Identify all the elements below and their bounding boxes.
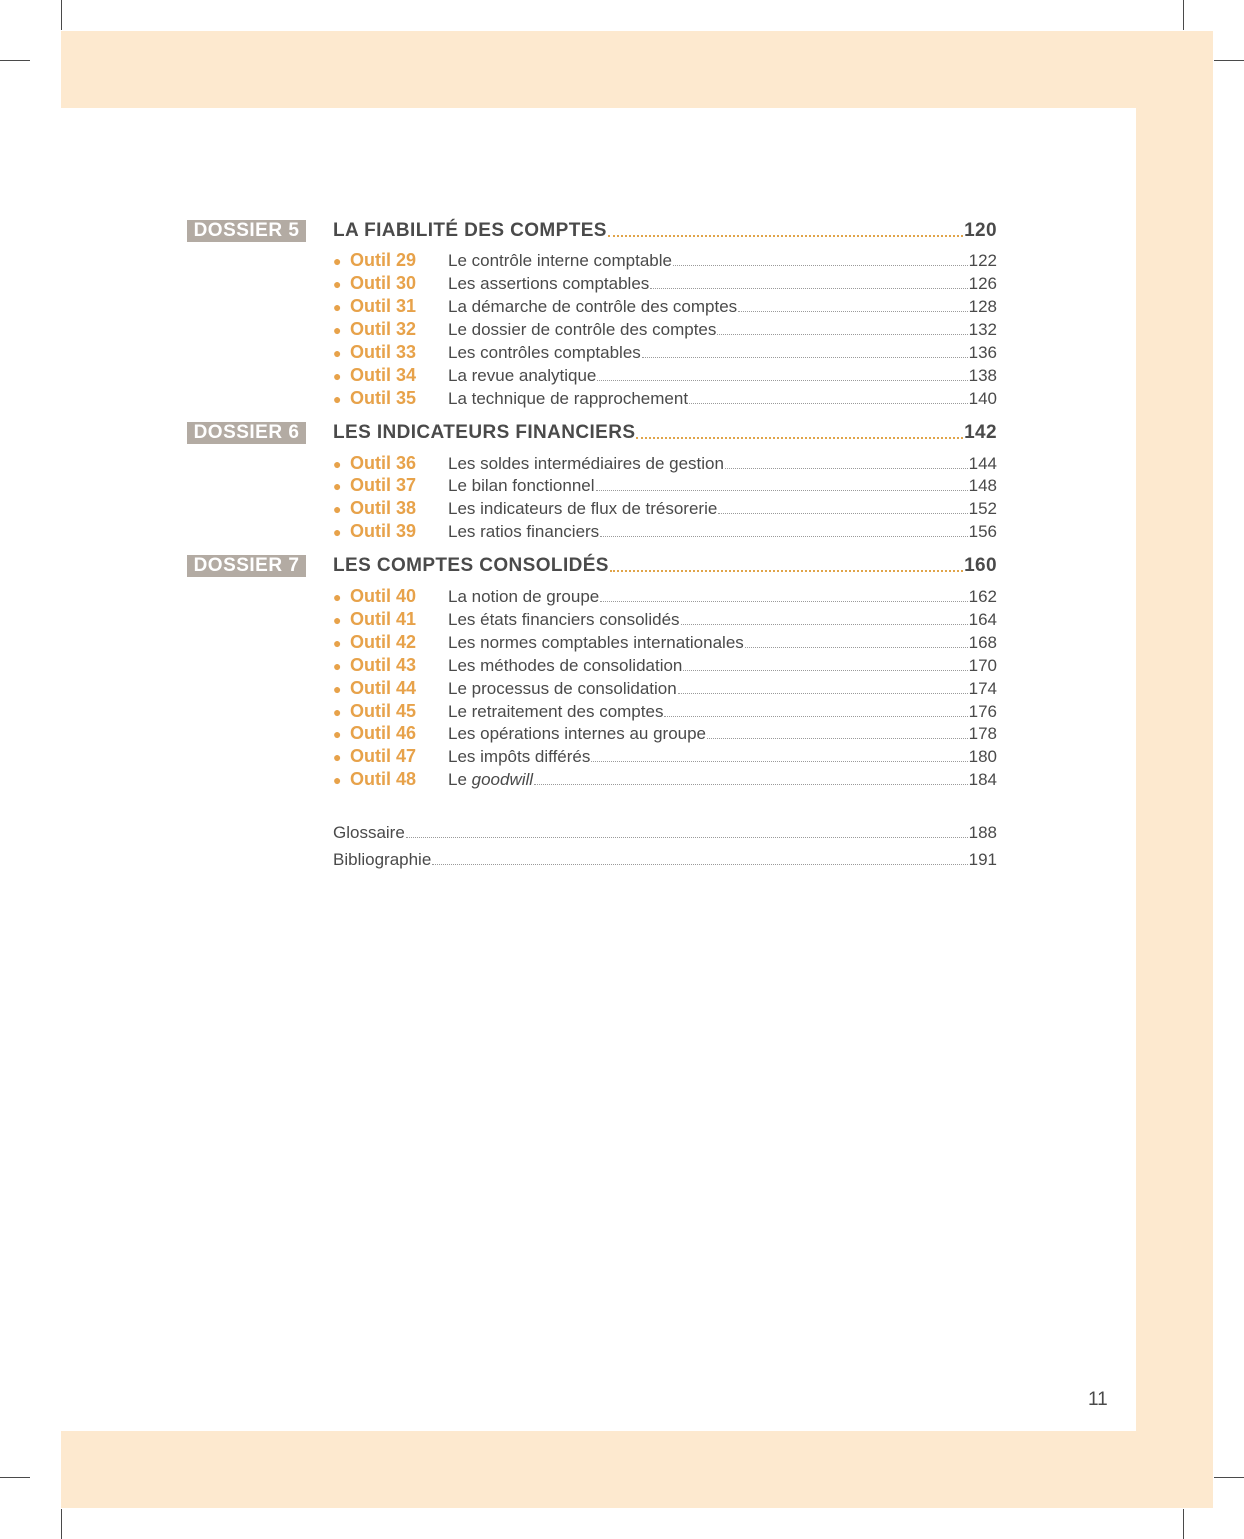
outil-code: Outil 32 bbox=[350, 319, 417, 339]
dot-leader bbox=[745, 647, 968, 648]
crop-mark bbox=[1183, 1509, 1184, 1539]
outil-code: Outil 47 bbox=[350, 746, 417, 766]
page-ref: 156 bbox=[968, 522, 997, 541]
page-ref: 170 bbox=[968, 656, 997, 675]
dot-leader bbox=[718, 513, 967, 514]
dot-leader bbox=[681, 624, 968, 625]
toc-entry[interactable] bbox=[333, 248, 997, 271]
bullet-icon: ● bbox=[333, 749, 342, 765]
bullet-icon: ● bbox=[333, 299, 342, 315]
page-ref: 126 bbox=[968, 274, 997, 293]
dossier-title: LES INDICATEURS FINANCIERS bbox=[333, 422, 636, 443]
entry-title: Les états financiers consolidés bbox=[448, 610, 680, 629]
entry-title: Le bilan fonctionnel bbox=[448, 476, 595, 495]
dot-leader bbox=[642, 357, 968, 358]
toc-entry[interactable] bbox=[333, 271, 997, 294]
crop-mark bbox=[61, 0, 62, 30]
dot-leader bbox=[689, 403, 968, 404]
outil-code: Outil 46 bbox=[350, 723, 417, 743]
outil-code: Outil 38 bbox=[350, 498, 417, 518]
page-frame-right bbox=[1136, 31, 1213, 1508]
page-ref: 164 bbox=[968, 610, 997, 629]
toc-entry[interactable] bbox=[333, 519, 997, 542]
entry-title: Le dossier de contrôle des comptes bbox=[448, 320, 717, 339]
bullet-icon: ● bbox=[333, 391, 342, 407]
page-ref: 142 bbox=[964, 422, 997, 443]
dossier-title: LES COMPTES CONSOLIDÉS bbox=[333, 555, 609, 576]
dot-leader bbox=[608, 235, 963, 237]
entry-title: La démarche de contrôle des comptes bbox=[448, 297, 738, 316]
toc-entry[interactable] bbox=[333, 294, 997, 317]
bullet-icon: ● bbox=[333, 368, 342, 384]
toc-entry[interactable] bbox=[333, 473, 997, 496]
crop-mark bbox=[1214, 60, 1244, 61]
entry-title: La technique de rapprochement bbox=[448, 389, 689, 408]
entry-title: Les opérations internes au groupe bbox=[448, 724, 707, 743]
page-ref: 132 bbox=[968, 320, 997, 339]
page-ref: 144 bbox=[968, 454, 997, 473]
bullet-icon: ● bbox=[333, 612, 342, 628]
dossier-heading[interactable] bbox=[333, 421, 997, 444]
dossier-tag: DOSSIER 5 bbox=[187, 220, 306, 242]
toc-entry[interactable] bbox=[333, 317, 997, 340]
dot-leader bbox=[707, 738, 968, 739]
outil-code: Outil 34 bbox=[350, 365, 417, 385]
dot-leader bbox=[610, 570, 963, 572]
bullet-icon: ● bbox=[333, 726, 342, 742]
bullet-icon: ● bbox=[333, 635, 342, 651]
bullet-icon: ● bbox=[333, 658, 342, 674]
bullet-icon: ● bbox=[333, 456, 342, 472]
dot-leader bbox=[600, 536, 967, 537]
entry-title: Les assertions comptables bbox=[448, 274, 650, 293]
dot-leader bbox=[597, 380, 967, 381]
page-ref: 148 bbox=[968, 476, 997, 495]
toc-entry[interactable] bbox=[333, 676, 997, 699]
entry-title: Les indicateurs de flux de trésorerie bbox=[448, 499, 718, 518]
entry-title: Le processus de consolidation bbox=[448, 679, 677, 698]
outil-code: Outil 40 bbox=[350, 586, 417, 606]
entry-title-italic: goodwill bbox=[471, 770, 534, 789]
outil-code: Outil 33 bbox=[350, 342, 417, 362]
dot-leader bbox=[596, 490, 968, 491]
page-ref: 128 bbox=[968, 297, 997, 316]
entry-title: Les normes comptables internationales bbox=[448, 633, 744, 652]
bullet-icon: ● bbox=[333, 772, 342, 788]
bullet-icon: ● bbox=[333, 478, 342, 494]
outil-code: Outil 45 bbox=[350, 701, 417, 721]
page-ref: 162 bbox=[968, 587, 997, 606]
page-ref: 140 bbox=[968, 389, 997, 408]
crop-mark bbox=[1214, 1477, 1244, 1478]
page-ref: 191 bbox=[968, 850, 997, 869]
outil-code: Outil 35 bbox=[350, 388, 417, 408]
dot-leader bbox=[534, 784, 968, 785]
entry-title: Les ratios financiers bbox=[448, 522, 600, 541]
bullet-icon: ● bbox=[333, 276, 342, 292]
toc-entry[interactable] bbox=[333, 584, 997, 607]
dot-leader bbox=[678, 693, 968, 694]
crop-mark bbox=[61, 1509, 62, 1539]
page-frame-top bbox=[61, 31, 1213, 108]
outil-code: Outil 44 bbox=[350, 678, 417, 698]
bullet-icon: ● bbox=[333, 704, 342, 720]
crop-mark bbox=[0, 1477, 30, 1478]
entry-title: Les contrôles comptables bbox=[448, 343, 641, 362]
page-ref: 138 bbox=[968, 366, 997, 385]
page-ref: 178 bbox=[968, 724, 997, 743]
entry-title: Les méthodes de consolidation bbox=[448, 656, 683, 675]
bullet-icon: ● bbox=[333, 501, 342, 517]
page-ref: 184 bbox=[968, 770, 997, 789]
dot-leader bbox=[650, 288, 967, 289]
entry-title: Le contrôle interne comptable bbox=[448, 251, 672, 270]
bullet-icon: ● bbox=[333, 322, 342, 338]
page-ref: 136 bbox=[968, 343, 997, 362]
page-ref: 174 bbox=[968, 679, 997, 698]
outil-code: Outil 29 bbox=[350, 250, 417, 270]
page-ref: 180 bbox=[968, 747, 997, 766]
page-frame-bottom bbox=[61, 1431, 1213, 1508]
entry-title-prefix: Le bbox=[448, 770, 472, 789]
annex-title: Glossaire bbox=[333, 823, 405, 842]
crop-mark bbox=[1183, 0, 1184, 30]
dossier-tag: DOSSIER 6 bbox=[187, 422, 306, 444]
outil-code: Outil 30 bbox=[350, 273, 417, 293]
outil-code: Outil 37 bbox=[350, 475, 417, 495]
annex-title: Bibliographie bbox=[333, 850, 432, 869]
bullet-icon: ● bbox=[333, 524, 342, 540]
dot-leader bbox=[432, 864, 967, 865]
bullet-icon: ● bbox=[333, 345, 342, 361]
outil-code: Outil 31 bbox=[350, 296, 417, 316]
page-ref: 168 bbox=[968, 633, 997, 652]
dot-leader bbox=[600, 601, 967, 602]
toc-entry[interactable] bbox=[333, 340, 997, 363]
dot-leader bbox=[717, 334, 967, 335]
page-ref: 122 bbox=[968, 251, 997, 270]
page-ref: 160 bbox=[964, 555, 997, 576]
toc-entry[interactable] bbox=[333, 386, 997, 409]
dot-leader bbox=[636, 437, 963, 439]
entry-title bbox=[448, 770, 533, 790]
toc-entry[interactable] bbox=[333, 496, 997, 519]
entry-title: La notion de groupe bbox=[448, 587, 600, 606]
bullet-icon: ● bbox=[333, 681, 342, 697]
toc-entry[interactable] bbox=[333, 699, 997, 722]
dot-leader bbox=[683, 670, 967, 671]
toc-entry[interactable] bbox=[333, 363, 997, 386]
page-number: 11 bbox=[1088, 1389, 1108, 1410]
entry-title: Le retraitement des comptes bbox=[448, 702, 664, 721]
dot-leader bbox=[725, 468, 968, 469]
toc-entry[interactable] bbox=[333, 630, 997, 653]
dot-leader bbox=[664, 716, 967, 717]
toc-entry[interactable] bbox=[333, 451, 997, 474]
outil-code: Outil 39 bbox=[350, 521, 417, 541]
toc-entry[interactable] bbox=[333, 653, 997, 676]
dot-leader bbox=[673, 265, 968, 266]
dossier-heading[interactable] bbox=[333, 554, 997, 577]
toc-entry[interactable] bbox=[333, 607, 997, 630]
entry-title: La revue analytique bbox=[448, 366, 597, 385]
toc-entry[interactable] bbox=[333, 721, 997, 744]
dot-leader bbox=[406, 837, 968, 838]
dot-leader bbox=[738, 311, 967, 312]
toc-entry[interactable] bbox=[333, 767, 997, 790]
entry-title: Les impôts différés bbox=[448, 747, 591, 766]
dossier-tag: DOSSIER 7 bbox=[187, 555, 306, 577]
page-ref: 188 bbox=[968, 823, 997, 842]
dot-leader bbox=[591, 761, 967, 762]
entry-title: Les soldes intermédiaires de gestion bbox=[448, 454, 724, 473]
page-ref: 176 bbox=[968, 702, 997, 721]
toc-entry[interactable] bbox=[333, 744, 997, 767]
outil-code: Outil 41 bbox=[350, 609, 417, 629]
dossier-heading[interactable] bbox=[333, 219, 997, 242]
outil-code: Outil 36 bbox=[350, 453, 417, 473]
bullet-icon: ● bbox=[333, 253, 342, 269]
page-ref: 120 bbox=[964, 220, 997, 241]
bullet-icon: ● bbox=[333, 589, 342, 605]
outil-code: Outil 43 bbox=[350, 655, 417, 675]
annex-entry-bibliography[interactable] bbox=[333, 847, 997, 870]
page-ref: 152 bbox=[968, 499, 997, 518]
outil-code: Outil 42 bbox=[350, 632, 417, 652]
crop-mark bbox=[0, 60, 30, 61]
dossier-title: LA FIABILITÉ DES COMPTES bbox=[333, 220, 607, 241]
annex-entry-glossary[interactable] bbox=[333, 820, 997, 843]
outil-code: Outil 48 bbox=[350, 769, 417, 789]
